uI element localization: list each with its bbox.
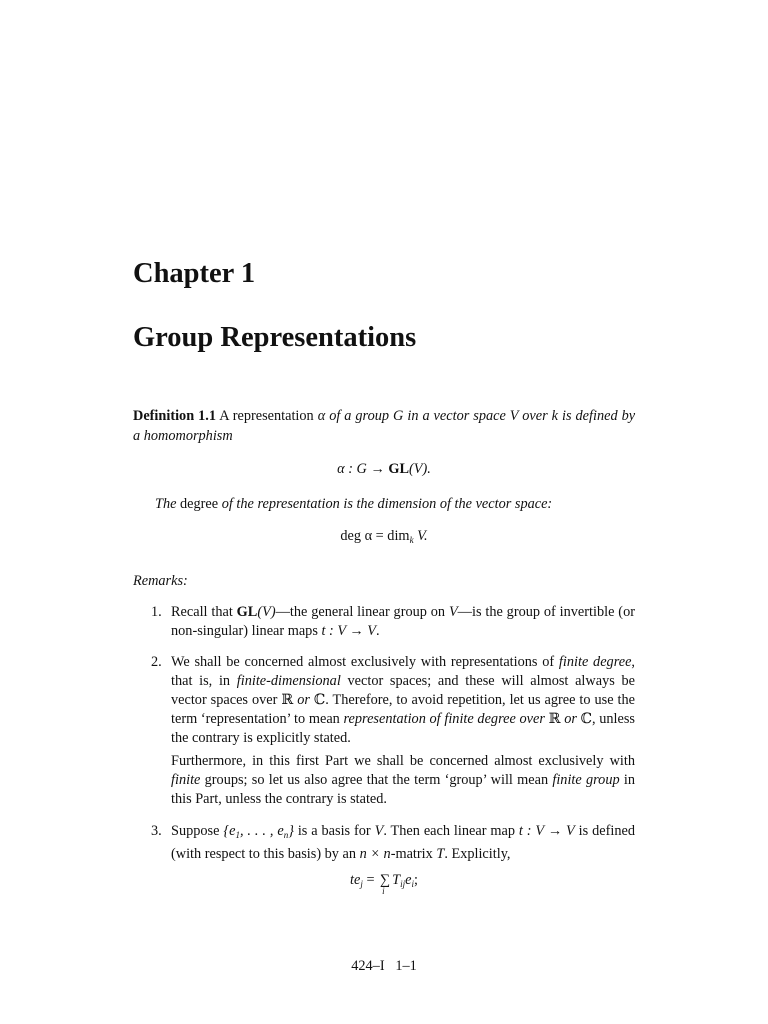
def-V: V xyxy=(509,408,519,424)
item3-m: . Explicitly, xyxy=(444,846,511,862)
eq3-term-sub: ij xyxy=(400,879,406,889)
eq1-left: α : G → xyxy=(337,461,389,477)
def-k: k xyxy=(551,408,559,424)
item1-d: V xyxy=(448,604,458,620)
def-text-1: A representation xyxy=(219,408,314,424)
item2-c: , that is, in xyxy=(171,654,635,689)
item2-d: finite-dimensional xyxy=(236,673,341,689)
item2b-a: Furthermore, in this first Part we shall be concerned almost exclusively with xyxy=(171,753,635,769)
item-text xyxy=(171,653,635,748)
eq3-eq: = xyxy=(362,872,379,888)
item3-g: . Then each linear map xyxy=(383,823,519,839)
equation-homomorphism xyxy=(133,461,635,478)
item1-gl: GL xyxy=(236,604,258,620)
eq2-tail: V. xyxy=(413,528,428,544)
item3-b: {e xyxy=(223,823,236,839)
item3-i: is defined (with respect to this basis) by an xyxy=(171,823,635,862)
eq3-sum-sub: i xyxy=(382,886,385,896)
item3-k: -matrix xyxy=(390,846,437,862)
item-number: 1. xyxy=(151,604,162,620)
equation-matrix xyxy=(133,872,635,896)
item1-a: Recall that xyxy=(171,604,237,620)
eq3-term: T xyxy=(392,872,401,888)
eq3-lhs-sub: j xyxy=(360,879,363,889)
item2b-e: in this Part, unless the contrary is stated. xyxy=(171,772,635,807)
eq2-sub: k xyxy=(409,535,414,545)
eq1-right: (V). xyxy=(409,461,431,477)
degree-word: degree xyxy=(180,496,219,512)
item2-h: representation of finite degree over xyxy=(343,711,545,727)
item3-l: T xyxy=(436,846,445,862)
item3-j: n × n xyxy=(359,846,391,862)
item2-i: ℝ xyxy=(544,711,565,727)
item2-e: vector spaces; and these will almost always be vector spaces over ℝ xyxy=(171,673,635,708)
item1-e: —is the group of invertible (or non-singular) linear maps xyxy=(171,604,635,639)
item3-a: Suppose xyxy=(171,823,224,839)
item2b-b: finite xyxy=(171,772,201,788)
item1-f: t : V → V xyxy=(321,623,377,639)
remarks-heading: Remarks: xyxy=(133,573,188,589)
item2-a: We shall be concerned almost exclusively with representations of xyxy=(171,654,559,670)
chapter-label: Chapter 1 xyxy=(133,258,256,289)
def-text-5: is defined by a homomorphism xyxy=(133,408,636,444)
eq3-sum: ∑ xyxy=(380,872,391,888)
eq3-term2-sub: i xyxy=(411,879,414,889)
equation-degree xyxy=(133,528,635,545)
item-number: 3. xyxy=(151,823,162,839)
item2b-c: groups; so let us also agree that the term ‘group’ will mean xyxy=(200,772,553,788)
item-text xyxy=(171,752,635,809)
eq1-gl: GL xyxy=(388,461,409,477)
item3-f: V xyxy=(374,823,384,839)
def-G: G xyxy=(393,408,404,424)
definition-head: Definition 1.1 xyxy=(133,408,217,424)
item3-b-sub: 1 xyxy=(235,830,240,840)
item2-j: or xyxy=(564,711,577,727)
item2-f: or xyxy=(297,692,310,708)
item-text xyxy=(171,603,635,641)
def-text-4: over xyxy=(522,408,548,424)
def-text-3: in a vector space xyxy=(407,408,506,424)
footer-code: 424–I xyxy=(351,958,385,974)
degree-definition xyxy=(133,494,635,514)
item1-g: . xyxy=(376,623,380,639)
item1-c: —the general linear group on xyxy=(275,604,449,620)
item2-k: ℂ, unless the contrary is explicitly stated. xyxy=(171,711,635,746)
eq3-lhs: te xyxy=(350,872,361,888)
def-text-2: of a group xyxy=(329,408,390,424)
item1-b: (V) xyxy=(257,604,276,620)
eq3-term2: e xyxy=(405,872,412,888)
chapter-title: Group Representations xyxy=(133,322,417,353)
eq3-tail: ; xyxy=(413,872,418,888)
degree-rest: of the representation is the dimension of the vector space: xyxy=(221,496,553,512)
item2b-d: finite group xyxy=(552,772,620,788)
degree-the: The xyxy=(155,496,177,512)
item2-b: finite degree xyxy=(558,654,632,670)
item-text xyxy=(171,822,635,864)
item2-g: ℂ. Therefore, to avoid repetition, let us agree to use the term ‘representation’ to mean xyxy=(171,692,635,727)
item3-e: is a basis for xyxy=(293,823,375,839)
item-number: 2. xyxy=(151,654,162,670)
page-footer xyxy=(0,958,768,975)
item3-c: , . . . , e xyxy=(239,823,284,839)
def-alpha: α xyxy=(317,408,326,424)
definition-1-1 xyxy=(133,406,635,446)
item3-c-sub: n xyxy=(283,830,289,840)
item3-h: t : V → V xyxy=(518,823,575,839)
eq2-text: deg α = dim xyxy=(340,528,410,544)
item3-d: } xyxy=(288,823,294,839)
footer-page-number: 1–1 xyxy=(395,958,417,974)
sum-operator xyxy=(378,872,392,896)
